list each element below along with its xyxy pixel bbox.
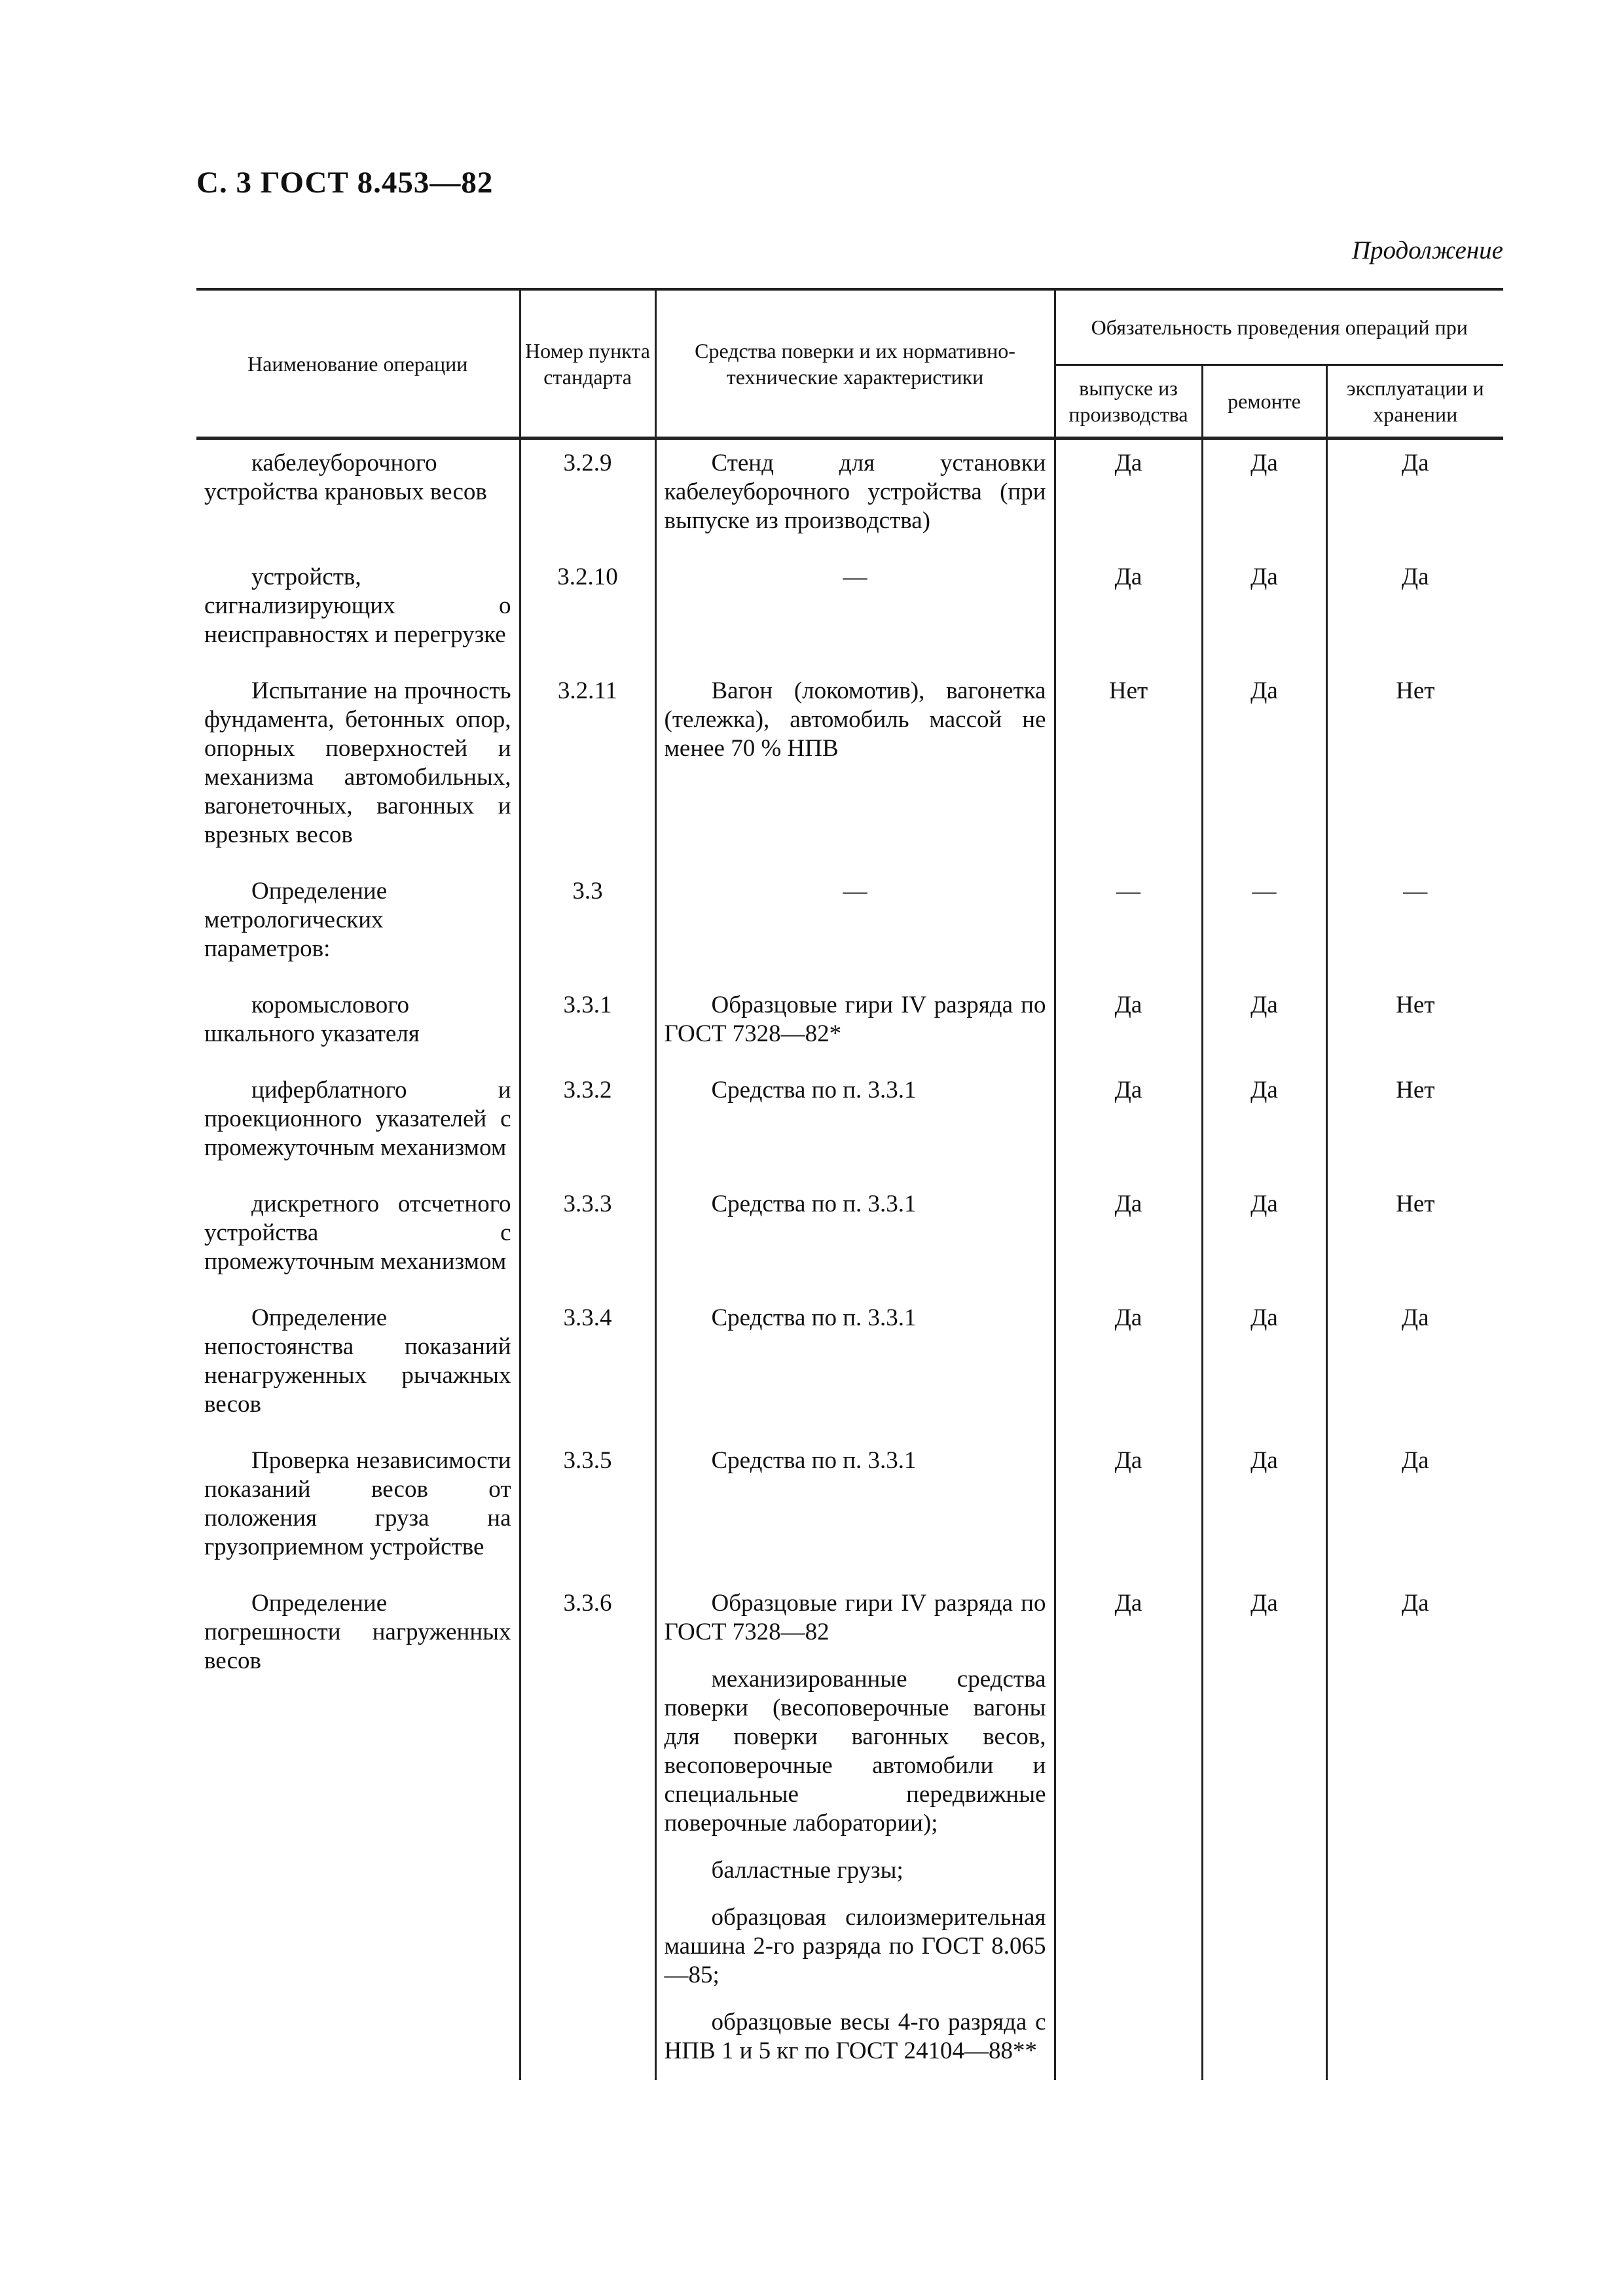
operation-name-cell: Проверка независимости показаний весов от положения груза на грузоприемном устройстве <box>196 1437 520 1580</box>
verification-means-cell: Средства по п. 3.3.1 <box>655 1437 1055 1580</box>
release-flag-cell: Нет <box>1055 668 1202 868</box>
verification-means-cell: — <box>655 868 1055 982</box>
clause-number-cell: 3.3.6 <box>520 1580 655 2080</box>
operation-name-cell: Испытание на прочность фундамента, бетонных опор, опорных поверхностей и механизма автомобильных, вагонеточных, вагонных и врезных весов <box>196 668 520 868</box>
table-row <box>196 1580 1503 2080</box>
repair-flag-cell: Да <box>1202 554 1326 668</box>
col-header-verification-means: Средства поверки и их нормативно-технические характеристики <box>655 289 1055 439</box>
page-header: С. 3 ГОСТ 8.453—82 <box>196 166 494 200</box>
operation-flag-cell: Да <box>1326 1295 1503 1437</box>
means-item: Образцовые гири IV разряда по ГОСТ 7328—82 <box>664 1590 1046 1645</box>
operation-name-cell: кабелеуборочного устройства крановых весов <box>196 439 520 554</box>
operation-name-cell: циферблатного и проекционного указателей с промежуточным механизмом <box>196 1067 520 1181</box>
verification-means-cell: Образцовые гири IV разряда по ГОСТ 7328—82* <box>655 982 1055 1067</box>
clause-number-cell: 3.2.11 <box>520 668 655 868</box>
table-row <box>196 554 1503 668</box>
table-row <box>196 982 1503 1067</box>
operation-name-cell: устройств, сигнализирующих о неисправностях и перегрузке <box>196 554 520 668</box>
col-header-obligation-group: Обязательность проведения операций при <box>1055 289 1503 365</box>
operation-flag-cell: Нет <box>1326 982 1503 1067</box>
operation-name-cell: Определение погрешности нагруженных весов <box>196 1580 520 2080</box>
verification-operations-table <box>196 288 1503 2080</box>
release-flag-cell: Да <box>1055 1067 1202 1181</box>
operation-flag-cell: Нет <box>1326 1067 1503 1181</box>
release-flag-cell: Да <box>1055 1437 1202 1580</box>
table-body <box>196 439 1503 2081</box>
table-row <box>196 1437 1503 1580</box>
operation-flag-cell: Нет <box>1326 668 1503 868</box>
operation-flag-cell: Да <box>1326 1437 1503 1580</box>
table-row <box>196 868 1503 982</box>
means-item: механизированные средства поверки (весоповерочные вагоны для поверки вагонных весов, весоповерочные автомобили и специальные передвижные поверочные лаборатории); <box>664 1666 1046 1837</box>
repair-flag-cell: Да <box>1202 1580 1326 2080</box>
table-header <box>196 289 1503 439</box>
repair-flag-cell: Да <box>1202 1067 1326 1181</box>
repair-flag-cell: Да <box>1202 1437 1326 1580</box>
release-flag-cell: Да <box>1055 982 1202 1067</box>
repair-flag-cell: Да <box>1202 982 1326 1067</box>
repair-flag-cell: — <box>1202 868 1326 982</box>
repair-flag-cell: Да <box>1202 439 1326 554</box>
verification-means-cell: Стенд для установки кабелеуборочного устройства (при выпуске из производства) <box>655 439 1055 554</box>
clause-number-cell: 3.3.1 <box>520 982 655 1067</box>
release-flag-cell: — <box>1055 868 1202 982</box>
operations-table-wrapper <box>196 288 1503 2080</box>
col-header-repair: ремонте <box>1202 365 1326 439</box>
operation-name-cell: Определение метрологических параметров: <box>196 868 520 982</box>
clause-number-cell: 3.3.4 <box>520 1295 655 1437</box>
repair-flag-cell: Да <box>1202 1181 1326 1295</box>
operation-flag-cell: — <box>1326 868 1503 982</box>
col-header-operation: эксплуатации и хранении <box>1326 365 1503 439</box>
release-flag-cell: Да <box>1055 1181 1202 1295</box>
release-flag-cell: Да <box>1055 439 1202 554</box>
repair-flag-cell: Да <box>1202 668 1326 868</box>
operation-flag-cell: Да <box>1326 439 1503 554</box>
clause-number-cell: 3.2.10 <box>520 554 655 668</box>
clause-number-cell: 3.3 <box>520 868 655 982</box>
verification-means-cell: Средства по п. 3.3.1 <box>655 1067 1055 1181</box>
clause-number-cell: 3.3.3 <box>520 1181 655 1295</box>
release-flag-cell: Да <box>1055 1295 1202 1437</box>
means-item: образцовая силоизмерительная машина 2-го разряда по ГОСТ 8.065—85; <box>664 1904 1046 1988</box>
clause-number-cell: 3.3.5 <box>520 1437 655 1580</box>
operation-name-cell: коромыслового шкального указателя <box>196 982 520 1067</box>
release-flag-cell: Да <box>1055 554 1202 668</box>
col-header-clause-number: Номер пункта стандарта <box>520 289 655 439</box>
col-header-operation-name: Наименование операции <box>196 289 520 439</box>
verification-means-cell: Средства по п. 3.3.1 <box>655 1295 1055 1437</box>
operation-flag-cell: Нет <box>1326 1181 1503 1295</box>
operation-flag-cell: Да <box>1326 1580 1503 2080</box>
table-row <box>196 1181 1503 1295</box>
table-row <box>196 1067 1503 1181</box>
clause-number-cell: 3.2.9 <box>520 439 655 554</box>
means-item: образцовые весы 4-го разряда с НПВ 1 и 5 кг по ГОСТ 24104—88** <box>664 2009 1046 2064</box>
means-item: балластные грузы; <box>711 1857 903 1884</box>
operation-name-cell: дискретного отсчетного устройства с промежуточным механизмом <box>196 1181 520 1295</box>
col-header-release: выпуске из производства <box>1055 365 1202 439</box>
table-row <box>196 668 1503 868</box>
operation-name-cell: Определение непостоянства показаний ненагруженных рычажных весов <box>196 1295 520 1437</box>
verification-means-cell: Средства по п. 3.3.1 <box>655 1181 1055 1295</box>
release-flag-cell: Да <box>1055 1580 1202 2080</box>
table-row <box>196 439 1503 554</box>
table-row <box>196 1295 1503 1437</box>
repair-flag-cell: Да <box>1202 1295 1326 1437</box>
clause-number-cell: 3.3.2 <box>520 1067 655 1181</box>
operation-flag-cell: Да <box>1326 554 1503 668</box>
verification-means-cell: — <box>655 554 1055 668</box>
continuation-label: Продолжение <box>1351 236 1503 264</box>
verification-means-cell: Вагон (локомотив), вагонетка (тележка), автомобиль массой не менее 70 % НПВ <box>655 668 1055 868</box>
verification-means-cell <box>655 1580 1055 2080</box>
